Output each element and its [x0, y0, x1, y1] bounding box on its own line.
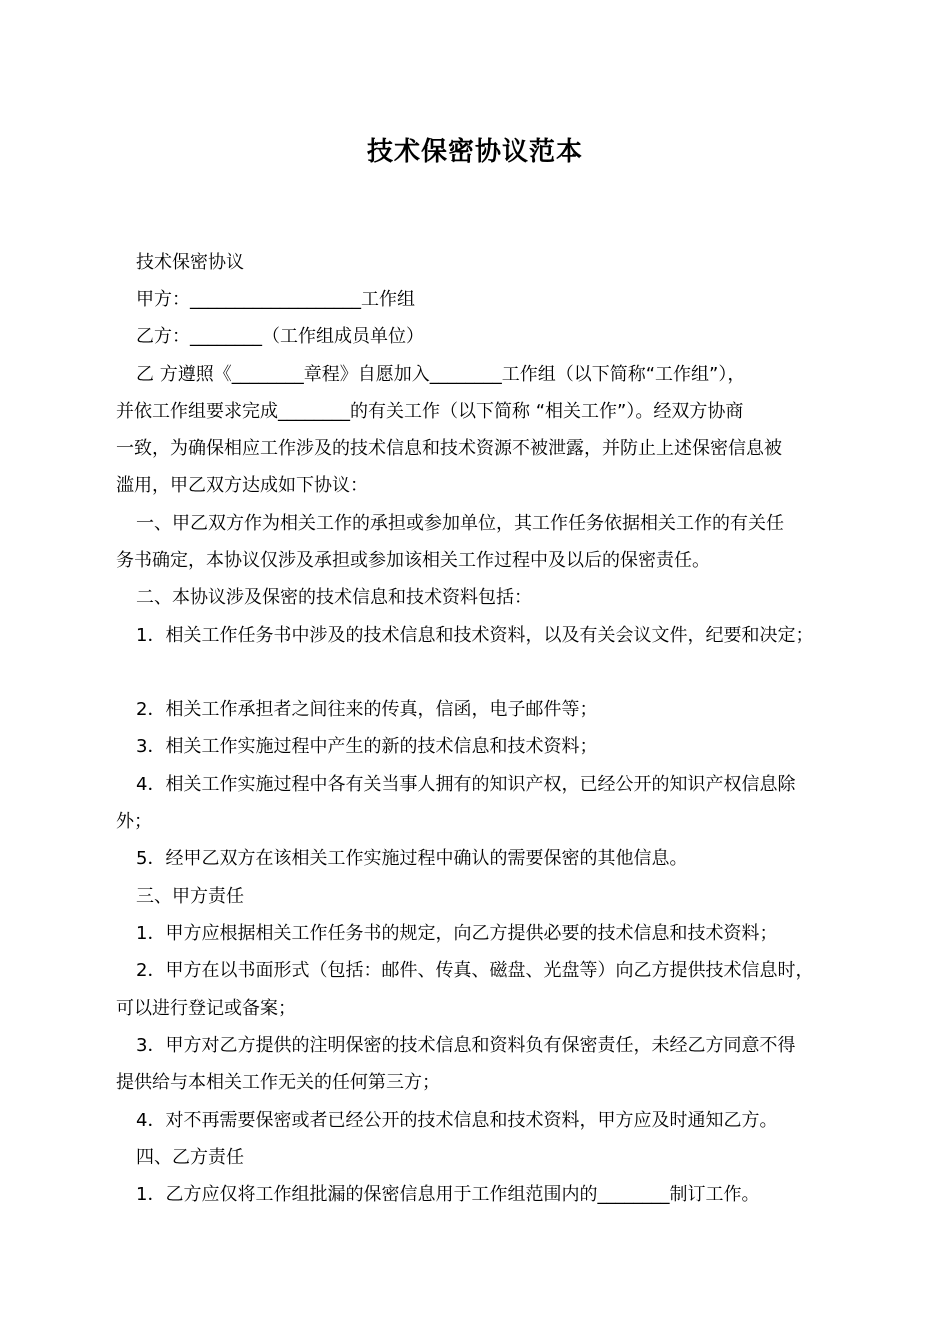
list-item: 1．甲方应根据相关工作任务书的规定，向乙方提供必要的技术信息和技术资料； [136, 923, 778, 944]
list-item-continuation: 可以进行登记或备案； [116, 998, 296, 1019]
paragraph-line: 滥用，甲乙双方达成如下协议： [116, 475, 368, 496]
party-a-line: 甲方：___________________工作组 [136, 289, 415, 310]
list-item: 2．甲方在以书面形式（包括：邮件、传真、磁盘、光盘等）向乙方提供技术信息时， [136, 960, 814, 981]
list-item: 3．甲方对乙方提供的注明保密的技术信息和资料负有保密责任，未经乙方同意不得 [136, 1035, 796, 1056]
list-item: 5．经甲乙双方在该相关工作实施过程中确认的需要保密的其他信息。 [136, 848, 688, 869]
list-item: 4．相关工作实施过程中各有关当事人拥有的知识产权，已经公开的知识产权信息除 [136, 774, 796, 795]
document-title: 技术保密协议范本 [366, 137, 583, 167]
paragraph-line: 乙 方遵照《________章程》自愿加入________工作组（以下简称“工作组”）， [136, 364, 746, 385]
list-item-continuation: 外； [116, 811, 152, 832]
list-item: 2．相关工作承担者之间往来的传真，信函，电子邮件等； [136, 699, 598, 720]
list-item: 4．对不再需要保密或者已经公开的技术信息和技术资料，甲方应及时通知乙方。 [136, 1110, 778, 1131]
section-heading-3: 三、甲方责任 [136, 886, 244, 907]
paragraph-line: 并依工作组要求完成________的有关工作（以下简称 “相关工作”）。经双方协商 [116, 401, 744, 422]
paragraph-line: 务书确定，本协议仅涉及承担或参加该相关工作过程中及以后的保密责任。 [116, 550, 710, 571]
list-item: 3．相关工作实施过程中产生的新的技术信息和技术资料； [136, 736, 598, 757]
party-b-line: 乙方：________（工作组成员单位） [136, 326, 424, 347]
agreement-heading: 技术保密协议 [136, 252, 244, 273]
section-heading-2: 二、本协议涉及保密的技术信息和技术资料包括： [136, 587, 532, 608]
section-heading-4: 四、乙方责任 [136, 1147, 244, 1168]
list-item: 1．相关工作任务书中涉及的技术信息和技术资料，以及有关会议文件，纪要和决定； [136, 625, 814, 646]
paragraph-line: 一致，为确保相应工作涉及的技术信息和技术资源不被泄露，并防止上述保密信息被 [116, 438, 782, 459]
section-heading-1: 一、甲乙双方作为相关工作的承担或参加单位，其工作任务依据相关工作的有关任 [136, 513, 784, 534]
list-item: 1．乙方应仅将工作组批漏的保密信息用于工作组范围内的________制订工作。 [136, 1184, 760, 1205]
list-item-continuation: 提供给与本相关工作无关的任何第三方； [116, 1072, 440, 1093]
